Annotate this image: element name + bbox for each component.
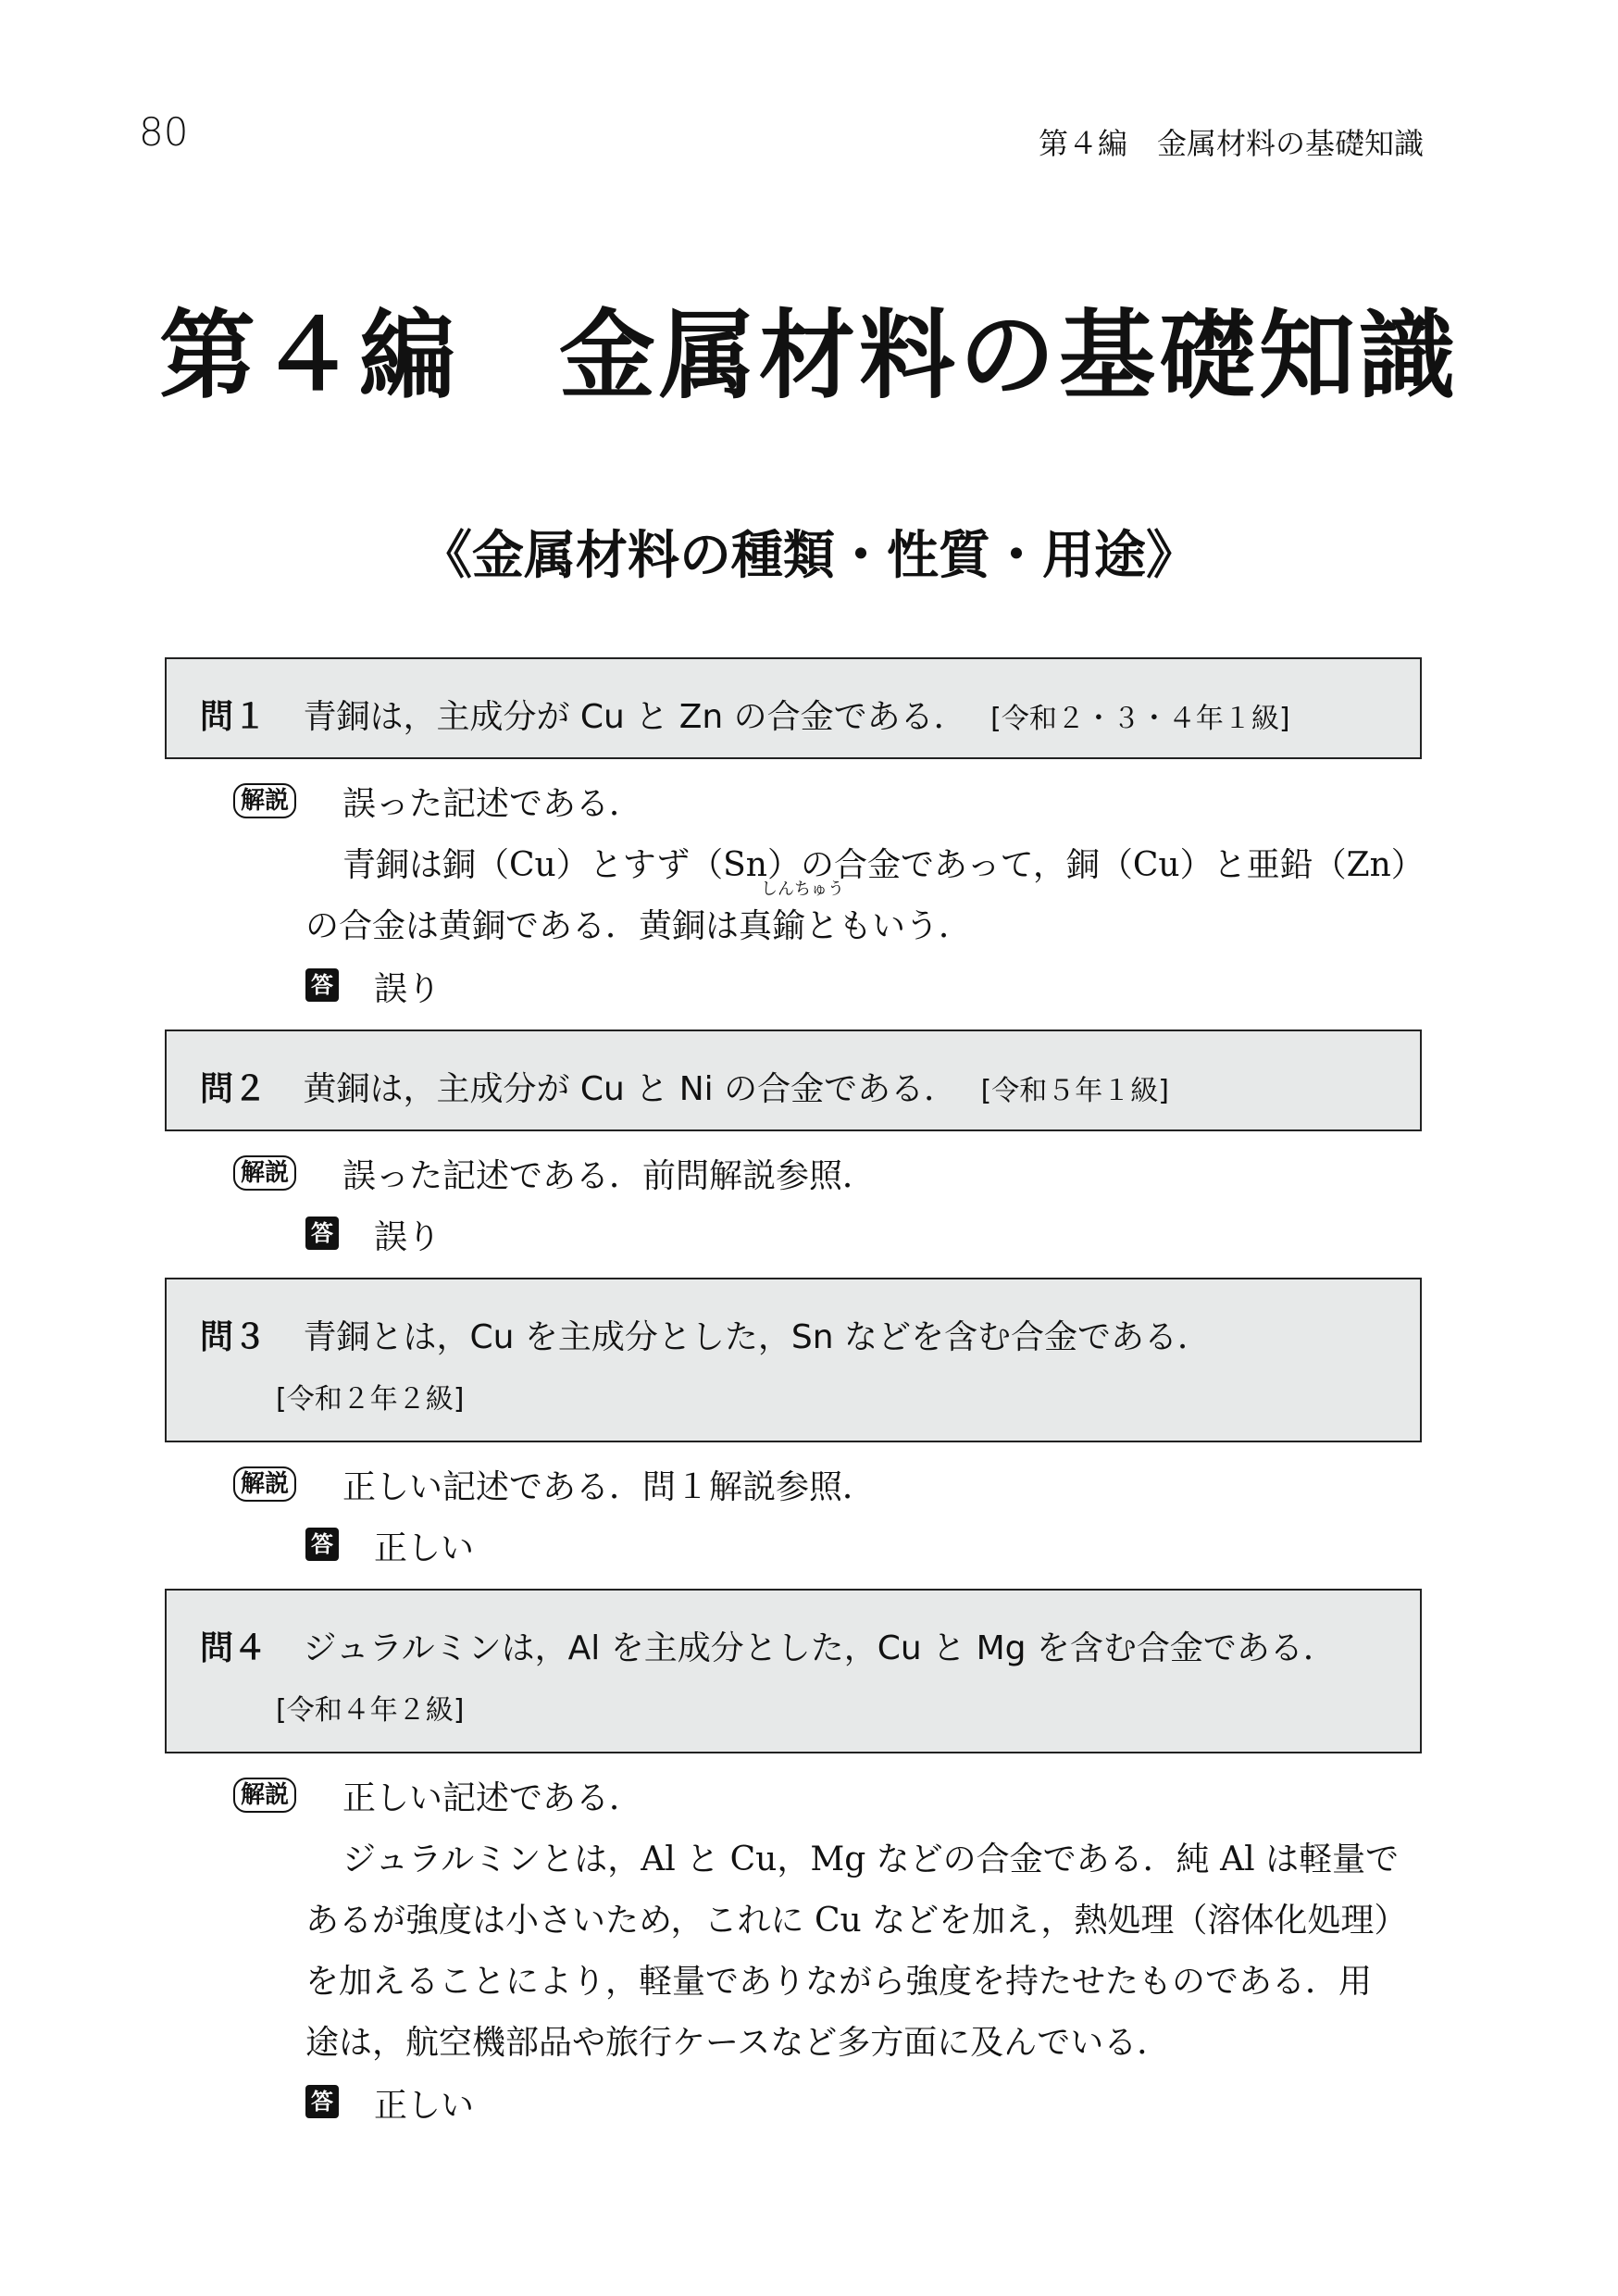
answer-mark: 答 xyxy=(305,2085,339,2118)
question-reference: [令和２・３・４年１級] xyxy=(990,703,1290,735)
explanation-line: 正しい記述である． xyxy=(342,1779,643,1817)
question-box-3 xyxy=(165,1278,1422,1442)
question-number: 問１ xyxy=(200,698,268,736)
explanation-line: ジュラルミンとは，Al と Cu，Mg などの合金である．純 Al は軽量で xyxy=(342,1841,1400,1878)
question-line xyxy=(200,691,1290,738)
explanation-line: の合金は黄銅である．黄銅は真鍮ともいう． xyxy=(305,907,973,945)
question-line xyxy=(200,1622,1337,1669)
kaisetsu-mark: 解説 xyxy=(233,1778,296,1813)
explanation-line: 正しい記述である．問１解説参照． xyxy=(342,1468,877,1506)
answer-text: 正しい xyxy=(374,1529,475,1567)
question-number: 問２ xyxy=(200,1070,268,1108)
answer-mark: 答 xyxy=(305,1217,339,1250)
question-text: 黄銅は，主成分が Cu と Ni の合金である． xyxy=(303,1070,958,1108)
question-number: 問３ xyxy=(200,1318,268,1356)
kaisetsu-mark: 解説 xyxy=(233,783,296,818)
question-number: 問４ xyxy=(200,1629,268,1667)
question-text: 青銅は，主成分が Cu と Zn の合金である． xyxy=(303,698,967,736)
section-title: 《金属材料の種類・性質・用途》 xyxy=(420,525,1198,586)
question-line xyxy=(200,1063,1169,1110)
question-box-2 xyxy=(165,1029,1422,1131)
page-number: 80 xyxy=(139,109,189,155)
ruby-annotation: しんちゅう xyxy=(761,880,844,899)
answer-text: 誤り xyxy=(374,970,442,1008)
explanation-line: 青銅は銅（Cu）とすず（Sn）の合金であって，銅（Cu）と亜鉛（Zn） xyxy=(342,846,1425,884)
explanation-line: 途は，航空機部品や旅行ケースなど多方面に及んでいる． xyxy=(305,2024,1171,2062)
chapter-title: 第４編 金属材料の基礎知識 xyxy=(158,298,1459,412)
question-box-1 xyxy=(165,657,1422,759)
question-text: 青銅とは，Cu を主成分とした，Sn などを含む合金である． xyxy=(303,1318,1211,1356)
answer-mark: 答 xyxy=(305,1528,339,1561)
question-reference: [令和４年２級] xyxy=(276,1694,465,1727)
running-header: 第４編 金属材料の基礎知識 xyxy=(1038,126,1424,161)
explanation-line: 誤った記述である．前問解説参照． xyxy=(342,1157,877,1195)
explanation-line: 誤った記述である． xyxy=(342,785,643,823)
question-text: ジュラルミンは，Al を主成分とした，Cu と Mg を含む合金である． xyxy=(303,1629,1337,1667)
question-reference: [令和５年１級] xyxy=(980,1075,1170,1107)
kaisetsu-mark: 解説 xyxy=(233,1466,296,1502)
answer-text: 誤り xyxy=(374,1218,442,1256)
question-box-4 xyxy=(165,1589,1422,1753)
question-reference: [令和２年２級] xyxy=(276,1383,465,1416)
question-line xyxy=(200,1311,1211,1358)
explanation-line: を加えることにより，軽量でありながら強度を持たせたものである．用 xyxy=(305,1963,1373,2001)
explanation-line: あるが強度は小さいため，これに Cu などを加え，熱処理（溶体化処理） xyxy=(305,1902,1408,1940)
answer-text: 正しい xyxy=(374,2087,475,2125)
answer-mark: 答 xyxy=(305,968,339,1002)
kaisetsu-mark: 解説 xyxy=(233,1155,296,1191)
